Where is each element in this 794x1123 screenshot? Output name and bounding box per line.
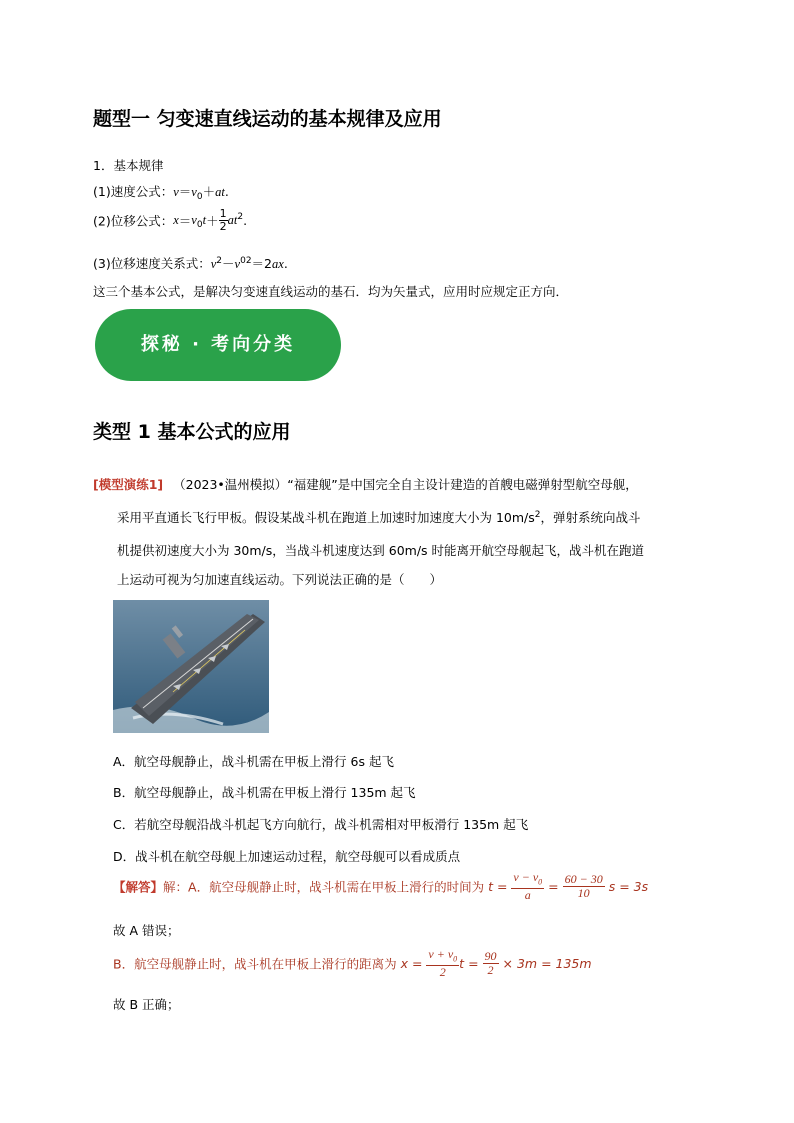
answer-tag: 【解答】 — [113, 879, 164, 895]
velocity-formula-label: (1)速度公式： — [93, 184, 174, 199]
basics-heading: 1．基本规律 — [93, 158, 164, 173]
option-d: D．战斗机在航空母舰上加速运动过程，航空母舰可以看成质点 — [113, 849, 461, 864]
problem-tag: [模型演练1] — [93, 477, 164, 492]
option-c: C．若航空母舰沿战斗机起飞方向航行，战斗机需相对甲板滑行 135m 起飞 — [113, 817, 529, 832]
section-title: 题型一 匀变速直线运动的基本规律及应用 — [93, 108, 442, 130]
aircraft-carrier-image — [113, 600, 269, 733]
answer-b-conclusion: 故 B 正确； — [113, 997, 180, 1012]
option-a: A．航空母舰静止，战斗机需在甲板上滑行 6s 起飞 — [113, 754, 394, 769]
type-title: 类型 1 基本公式的应用 — [93, 421, 291, 443]
option-b: B．航空母舰静止，战斗机需在甲板上滑行 135m 起飞 — [113, 785, 416, 800]
answer-b: B．航空母舰静止时，战斗机在甲板上滑行的距离为 x = $\frac{v + v_0}{2}$ t = $\frac{90}{2}$ × 3m = 135m — [113, 947, 592, 980]
velocity-displacement-label: (3)位移速度关系式： — [93, 256, 211, 271]
problem-line-2: 采用平直通长飞行甲板。假设某战斗机在跑道上加速时加速度大小为 $10m/s^2$，弹射系统向战斗 — [117, 510, 641, 525]
problem-line-4: 上运动可视为匀加速直线运动。下列说法正确的是（ ） — [117, 572, 443, 587]
aircraft-carrier-photo — [113, 600, 269, 733]
velocity-displacement-formula: (3)位移速度关系式：$v^2-v^{02}=2ax$. — [93, 256, 288, 271]
category-banner: 探秘 · 考向分类 — [95, 309, 341, 381]
answer-a-conclusion: 故 A 错误； — [113, 923, 180, 938]
problem-line-1: [模型演练1] （2023•温州模拟）“福建舰”是中国完全自主设计建造的首艘电磁弹射型航空母舰， — [93, 477, 638, 492]
displacement-formula-label: (2)位移公式： — [93, 213, 174, 229]
problem-line-3: 机提供初速度大小为 30m/s，当战斗机速度达到 60m/s 时能离开航空母舰起飞，战斗机在跑道 — [117, 543, 645, 558]
answer-a: 【解答】解：A．航空母舰静止时，战斗机需在甲板上滑行的时间为 t = $\frac{v - v_0}{a}$ = $\frac{60 - 30}{10}$ s = 3s — [113, 870, 649, 903]
velocity-formula: (1)速度公式：$v=v_0+at$. — [93, 184, 229, 202]
basics-note: 这三个基本公式，是解决匀变速直线运动的基石．均为矢量式，应用时应规定正方向． — [93, 284, 569, 299]
displacement-formula: (2)位移公式：$x=v_0t+$ $\frac{1}{2}$ $at^2$. — [93, 207, 248, 233]
